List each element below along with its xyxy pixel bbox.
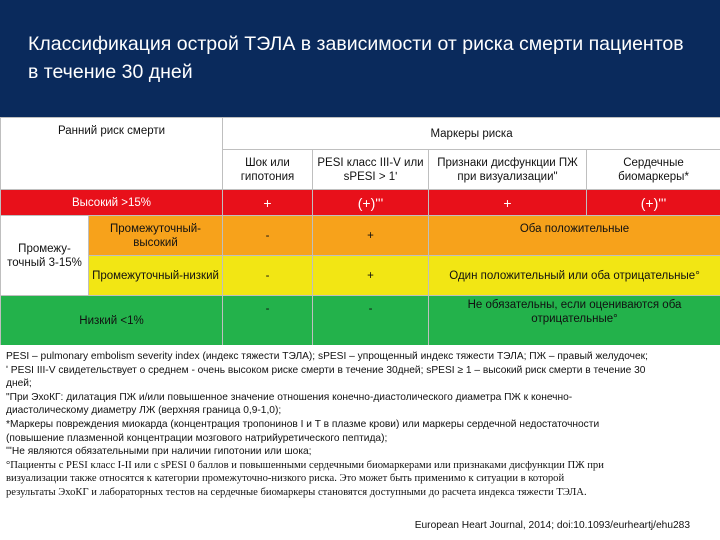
int-high-rv-biomarkers-value: Оба положительные [429, 216, 720, 256]
risk-intermediate-high-label: Промежуточный-высокий [89, 216, 223, 256]
footnote-line: °Пациенты с PESI класс I-II или с sPESI 0 баллов и повышенными сердечными биомаркерами или признаками дисфункции ПЖ при [6, 459, 604, 471]
header-pesi: PESI класс III-V или sPESI > 1ʹ [313, 150, 429, 190]
risk-classification-table [0, 117, 720, 345]
header-early-risk: Ранний риск смерти [1, 118, 223, 190]
int-high-pesi-value: + [313, 216, 429, 256]
header-biomarkers: Сердечные биомаркеры* [587, 150, 720, 190]
footnotes [0, 345, 720, 540]
int-low-rv-biomarkers-value: Один положительный или оба отрицательные° [429, 256, 720, 296]
int-low-shock-value: - [223, 256, 313, 296]
int-low-pesi-value: + [313, 256, 429, 296]
risk-high-label: Высокий >15% [1, 190, 223, 216]
footnote-line: "При ЭхоКГ: дилатация ПЖ и/или повышенное значение отношения конечно-диастолического диаметра ПЖ к конечно- [6, 391, 573, 403]
high-rv-value: + [429, 190, 587, 216]
low-pesi-value: - [313, 296, 429, 346]
footnote-line: PESI – pulmonary embolism severity index (индекс тяжести ТЭЛА); sPESI – упрощенный индекс тяжести ТЭЛА; ПЖ – правый желудочек; [6, 351, 648, 362]
high-shock-value: + [223, 190, 313, 216]
header-rv-dysfunction: Признаки дисфункции ПЖ при визуализации" [429, 150, 587, 190]
footnote-line: ʹʹʹНе являются обязательными при наличии гипотонии или шока; [6, 446, 312, 458]
risk-intermediate-low-label: Промежуточный-низкий [89, 256, 223, 296]
footnote-line: (повышение плазменной концентрации мозгового натрийуретического пептида); [6, 432, 388, 444]
footnote-line: визуализации также относятся к категории промежуточно-низкого риска. Это может быть применимо к ситуации в которой [6, 473, 565, 485]
high-biomarkers-value: (+)ʹʹʹ [587, 190, 720, 216]
footnote-line: диастолическому диаметру ЛЖ (верхняя граница 0,9-1,0); [6, 405, 282, 417]
risk-intermediate-label: Промежу-точный 3-15% [1, 216, 89, 296]
header-shock: Шок или гипотония [223, 150, 313, 190]
footnote-line: ʹ PESI III-V свидетельствует о среднем - очень высоком риске смерти в течение 30дней; sPESI ≥ 1 – высокий риск смерти в течение 30 [6, 364, 646, 376]
low-shock-value: - [223, 296, 313, 346]
risk-low-label: Низкий <1% [1, 296, 223, 346]
page-title: Классификация острой ТЭЛА в зависимости от риска смерти пациентов в течение 30 дней [28, 33, 684, 83]
footnote-line: *Маркеры повреждения миокарда (концентрация тропонинов I и T в плазме крови) или маркеры сердечной недостаточности [6, 418, 600, 430]
low-rv-biomarkers-value: Не обязательны, если оцениваются оба отрицательные° [429, 296, 720, 346]
footnote-line: результаты ЭхоКГ и лабораторных тестов на сердечные биомаркеры становятся доступными до расчета индекса тяжести ТЭЛА. [6, 486, 587, 498]
citation: European Heart Journal, 2014; doi:10.1093/eurheartj/ehu283 [414, 520, 690, 531]
header-risk-markers: Маркеры риска [223, 118, 720, 150]
footnote-line: дней; [6, 378, 32, 390]
high-pesi-value: (+)ʹʹʹ [313, 190, 429, 216]
int-high-shock-value: - [223, 216, 313, 256]
